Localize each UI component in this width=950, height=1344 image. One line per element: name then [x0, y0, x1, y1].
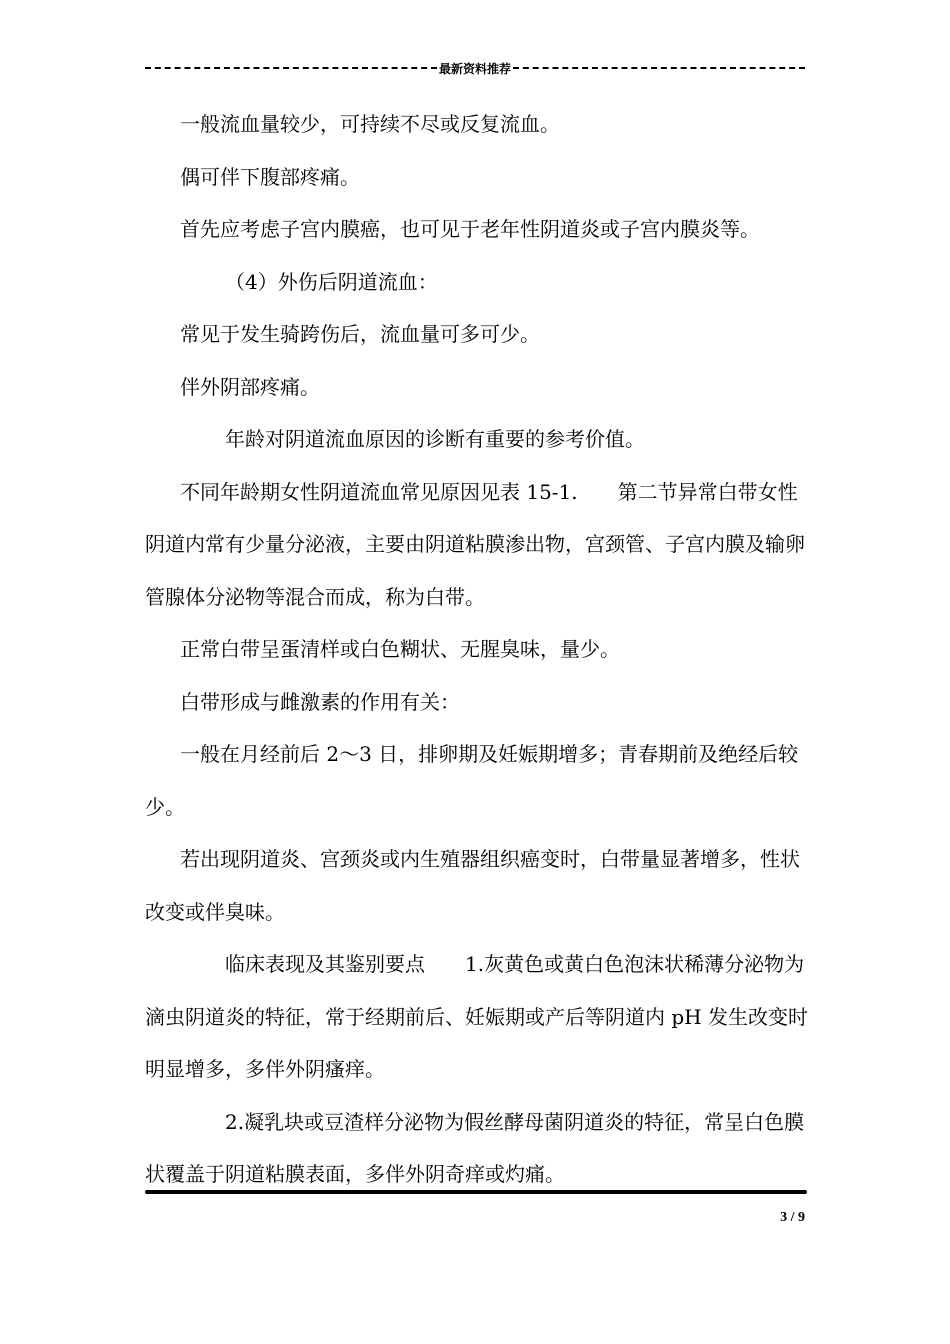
paragraph: 首先应考虑子宫内膜癌，也可见于老年性阴道炎或子宫内膜炎等。 — [180, 217, 760, 241]
paragraph: 若出现阴道炎、宫颈炎或内生殖器组织癌变时，白带量显著增多，性状改变或伴臭味。 — [145, 847, 800, 924]
paragraph: 常见于发生骑跨伤后，流血量可多可少。 — [180, 322, 540, 346]
header-dashes-left — [145, 67, 437, 69]
page-number: 3 / 9 — [780, 1210, 805, 1225]
page-header — [145, 58, 805, 78]
paragraph: 不同年龄期女性阴道流血常见原因见表 15-1. 第二节异常白带女性阴道内常有少量分泌液，主要由阴道粘膜渗出物，宫颈管、子宫内膜及输卵管腺体分泌物等混合而成，称为白带。 — [145, 479, 805, 609]
paragraph: 临床表现及其鉴别要点 1.灰黄色或黄白色泡沫状稀薄分泌物为滴虫阴道炎的特征，常于经期前后、妊娠期或产后等阴道内 pH 发生改变时明显增多，多伴外阴瘙痒。 — [145, 952, 808, 1081]
footer-rule — [145, 1190, 807, 1194]
header-title: 最新资料推荐 — [439, 61, 512, 76]
paragraph: 伴外阴部疼痛。 — [180, 374, 320, 399]
paragraph: 一般在月经前后 2～3 日，排卵期及妊娠期增多；青春期前及绝经后较少。 — [145, 742, 799, 819]
paragraph: 白带形成与雌激素的作用有关： — [180, 689, 460, 714]
document-body — [145, 98, 810, 1201]
paragraph: 一般流血量较少，可持续不尽或反复流血。 — [180, 112, 560, 136]
paragraph: 年龄对阴道流血原因的诊断有重要的参考价值。 — [225, 427, 645, 451]
header-dashes-right — [513, 67, 805, 69]
paragraph: （4）外伤后阴道流血： — [225, 269, 438, 294]
paragraph: 正常白带呈蛋清样或白色糊状、无腥臭味，量少。 — [180, 637, 620, 661]
paragraph: 偶可伴下腹部疼痛。 — [180, 164, 360, 189]
paragraph: 2.凝乳块或豆渣样分泌物为假丝酵母菌阴道炎的特征，常呈白色膜状覆盖于阴道粘膜表面，多伴外阴奇痒或灼痛。 — [145, 1109, 805, 1186]
